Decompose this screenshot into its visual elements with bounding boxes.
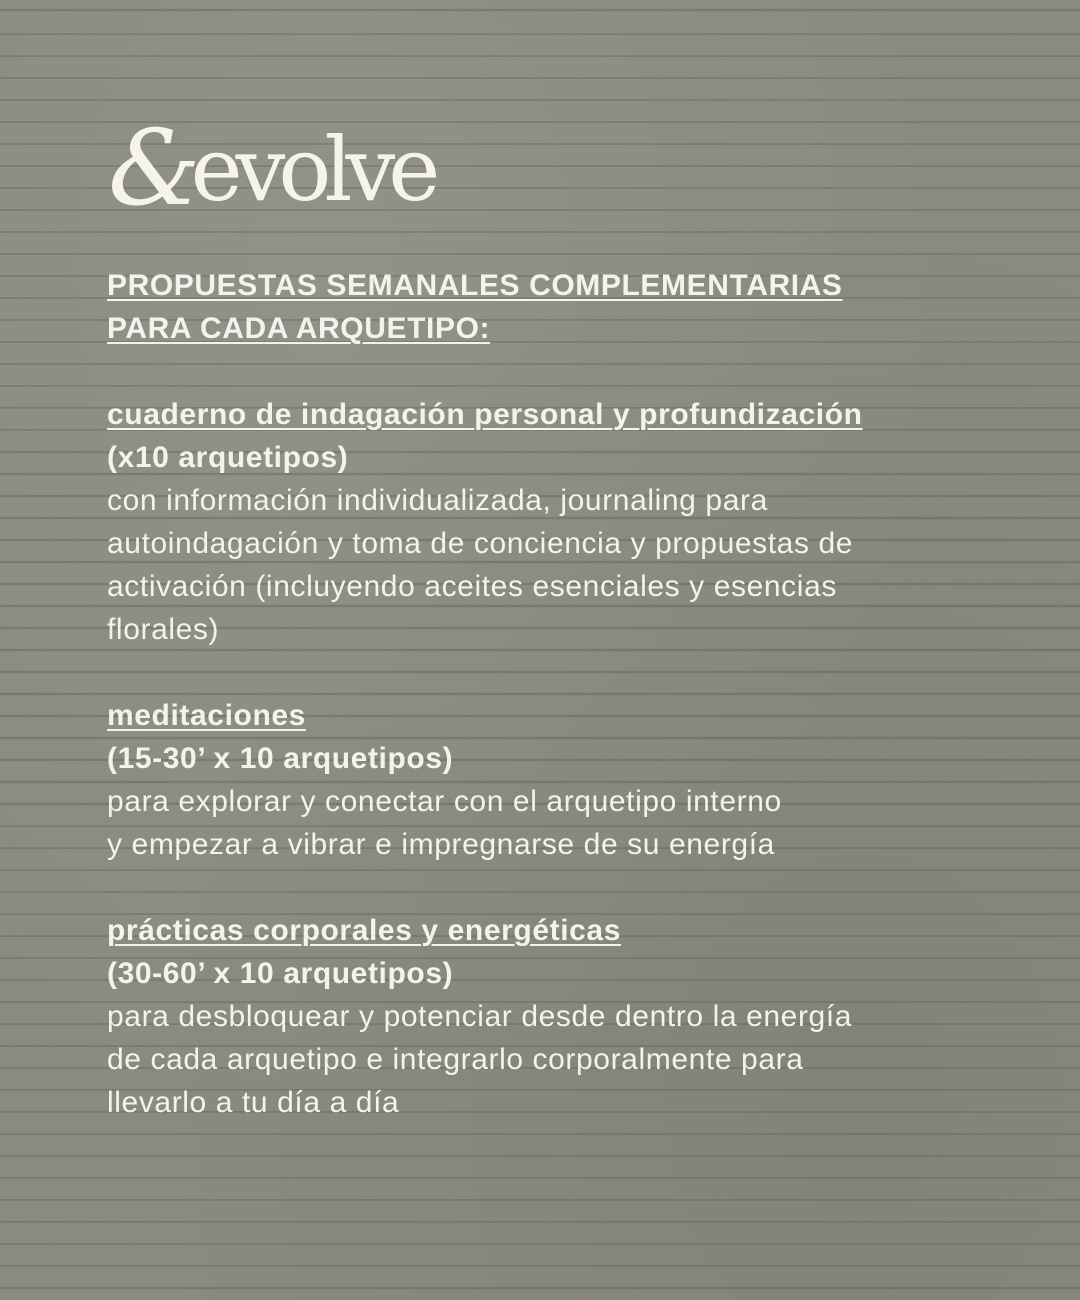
body-line: autoindagación y toma de conciencia y propuestas de — [107, 527, 854, 560]
section-cuaderno — [107, 393, 987, 651]
brand-logo — [108, 107, 434, 229]
heading-line-2: PARA CADA ARQUETIPO: — [107, 312, 491, 345]
body-line: florales) — [107, 613, 220, 646]
section-subtitle: (x10 arquetipos) — [107, 441, 349, 474]
section-title: cuaderno de indagación personal y profundización — [107, 398, 863, 431]
page-heading — [107, 264, 987, 350]
body-line: llevarlo a tu día a día — [107, 1086, 400, 1119]
section-body — [107, 479, 987, 651]
logo-ampersand: & — [108, 107, 195, 229]
section-subtitle: (15-30’ x 10 arquetipos) — [107, 742, 454, 775]
body-line: para desbloquear y potenciar desde dentro la energía — [107, 1000, 853, 1033]
body-line: y empezar a vibrar e impregnarse de su energía — [107, 828, 775, 861]
section-body — [107, 995, 987, 1124]
section-subtitle: (30-60’ x 10 arquetipos) — [107, 957, 454, 990]
body-line: con información individualizada, journaling para — [107, 484, 768, 517]
body-line: activación (incluyendo aceites esenciales y esencias — [107, 570, 837, 603]
body-line: de cada arquetipo e integrarlo corporalmente para — [107, 1043, 804, 1076]
section-title: meditaciones — [107, 699, 306, 732]
section-body — [107, 780, 987, 866]
body-line: para explorar y conectar con el arquetipo interno — [107, 785, 782, 818]
section-practicas — [107, 909, 987, 1124]
heading-line-1: PROPUESTAS SEMANALES COMPLEMENTARIAS — [107, 269, 843, 302]
section-meditaciones — [107, 694, 987, 866]
section-title: prácticas corporales y energéticas — [107, 914, 621, 947]
logo-wordmark: evolve — [190, 118, 434, 221]
content-block — [107, 264, 987, 1124]
